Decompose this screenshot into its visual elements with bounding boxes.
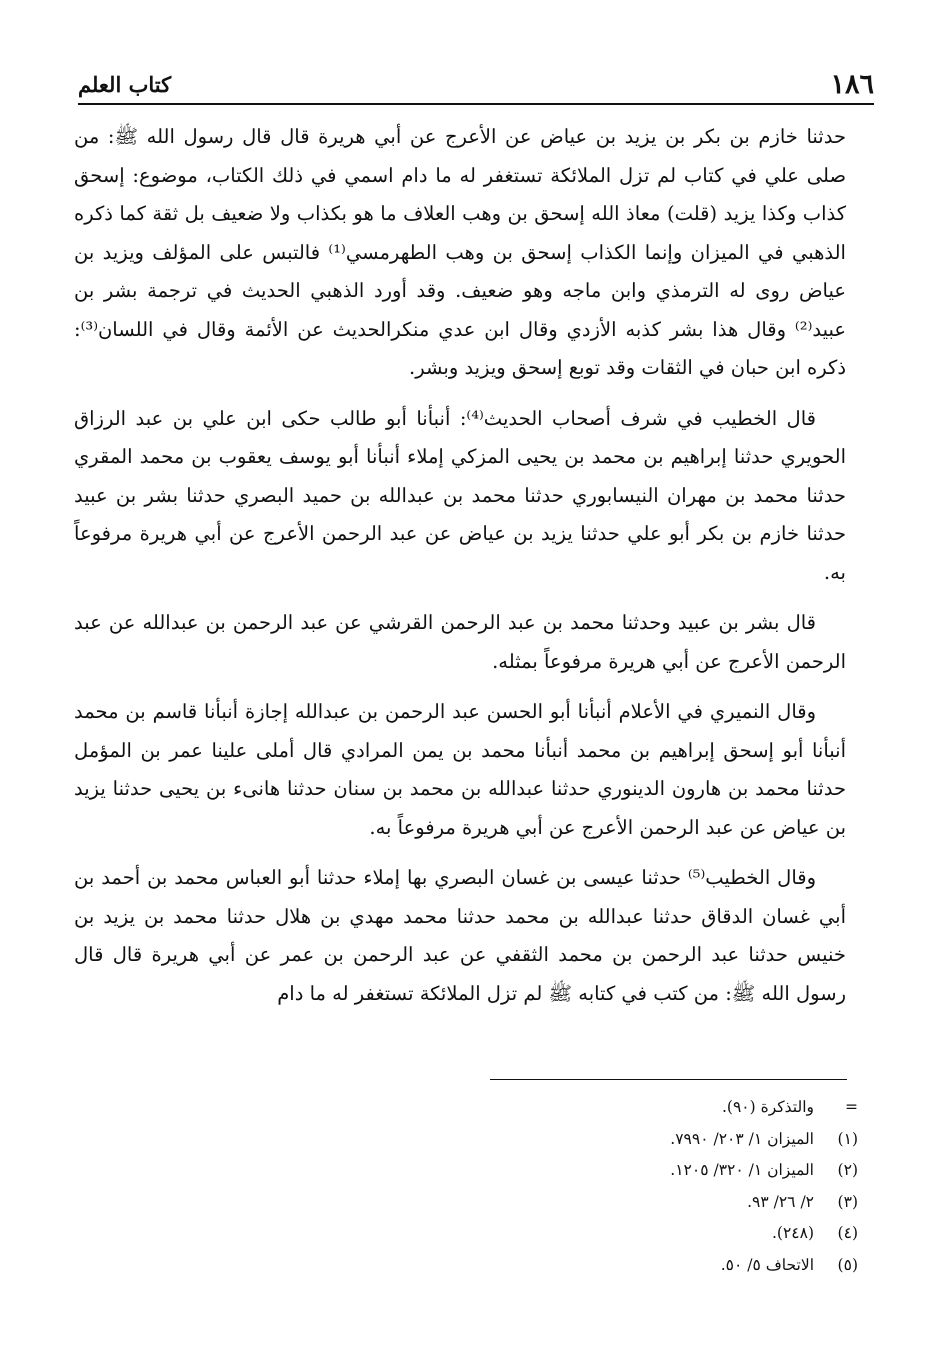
footnote-text: (٢٤٨).	[771, 1224, 814, 1242]
footnote	[490, 1250, 858, 1282]
footnote-text: ٢/ ٢٦/ ٩٣.	[747, 1192, 814, 1211]
paragraph: قال الخطيب في شرف أصحاب الحديث⁽⁴⁾: أنبأنا أبو طالب حكى ابن علي بن عبد الرزاق الحويري حدثنا إبراهيم بن محمد بن يحيى المزكي إملاء أنبأنا أبو يوسف يعقوب بن محمد المقري حدثنا محمد بن مهران النيسابوري حدثنا محمد بن عبدالله بن حميد البصري حدثنا بشر بن عبيد حدثنا خازم بن بكر أبو علي حدثنا يزيد بن عياض عن عبد الرحمن الأعرج عن أبي هريرة مرفوعاً به.	[74, 406, 846, 584]
footnote-marker: (٢)	[837, 1161, 858, 1179]
footnote	[490, 1092, 858, 1124]
footnote-text: الميزان ١/ ٣٢٠/ ١٢٠٥.	[670, 1161, 814, 1179]
footnote-marker: (١)	[837, 1129, 858, 1148]
footnote-marker: =	[845, 1098, 858, 1116]
footnote-marker: (٤)	[837, 1224, 858, 1242]
footnote-marker: (٣)	[837, 1192, 858, 1211]
paragraph: وقال النميري في الأعلام أنبأنا أبو الحسن عبد الرحمن بن عبدالله إجازة أنبأنا قاسم بن محمد أنبأنا أبو إسحق إبراهيم بن محمد أنبأنا محمد بن يمن المرادي قال أملى علينا عمر بن المؤمل حدثنا محمد بن هارون الدينوري حدثنا عبدالله بن محمد بن سنان حدثنا هانىء بن يحيى حدثنا يزيد بن عياض عن عبد الرحمن الأعرج عن أبي هريرة مرفوعاً به.	[74, 700, 846, 839]
page-number: ١٨٦	[830, 69, 874, 100]
footnote-text: الاتحاف ٥/ ٥٠.	[720, 1255, 814, 1274]
footnote	[490, 1218, 858, 1250]
footnote-rule	[490, 1079, 847, 1080]
footnote-text: الميزان ١/ ٢٠٣/ ٧٩٩٠.	[670, 1129, 814, 1148]
main-text	[74, 118, 846, 1025]
footnote-marker: (٥)	[837, 1255, 858, 1274]
footnote	[490, 1187, 858, 1219]
page-header	[78, 66, 874, 100]
paragraph: قال بشر بن عبيد وحدثنا محمد بن عبد الرحمن القرشي عن عبد الرحمن بن عبدالله عن عبد الرحمن الأعرج عن أبي هريرة مرفوعاً بمثله.	[74, 611, 846, 673]
footnote	[490, 1155, 858, 1187]
footnote	[490, 1124, 858, 1156]
paragraph: حدثنا خازم بن بكر بن يزيد بن عياض عن الأعرج عن أبي هريرة قال قال رسول الله ﷺ: من صلى علي في كتاب لم تزل الملائكة تستغفر له ما دام اسمي في ذلك الكتاب، موضوع: إسحق كذاب وكذا يزيد (قلت) معاذ الله إسحق بن وهب العلاف ما هو بكذاب ولا ضعيف بل ثقة كما ذكره الذهبي في الميزان وإنما الكذاب إسحق بن وهب الطهرمسي⁽¹⁾ فالتبس على المؤلف ويزيد بن عياض روى له الترمذي وابن ماجه وهو ضعيف. وقد أورد الذهبي الحديث في ترجمة بشر بن عبيد⁽²⁾ وقال هذا بشر كذبه الأزدي وقال ابن عدي منكرالحديث عن الأئمة وقال في اللسان⁽³⁾: ذكره ابن حبان في الثقات وقد توبع إسحق ويزيد وبشر.	[74, 125, 846, 379]
footnote-text: والتذكرة (٩٠).	[722, 1098, 814, 1116]
running-title: كتاب العلم	[78, 72, 172, 97]
header-rule	[78, 103, 874, 105]
footnotes	[490, 1092, 858, 1281]
paragraph: وقال الخطيب⁽⁵⁾ حدثنا عيسى بن غسان البصري بها إملاء حدثنا أبو العباس محمد بن أحمد بن أبي غسان الدقاق حدثنا عبدالله بن محمد حدثنا محمد مهدي بن هلال حدثنا محمد بن يزيد بن خنيس حدثنا عبد الرحمن بن محمد الثقفي عن عبد الرحمن بن عمر عن أبي هريرة قال قال رسول الله ﷺ: من كتب في كتابه ﷺ لم تزل الملائكة تستغفر له ما دام	[74, 866, 846, 1005]
